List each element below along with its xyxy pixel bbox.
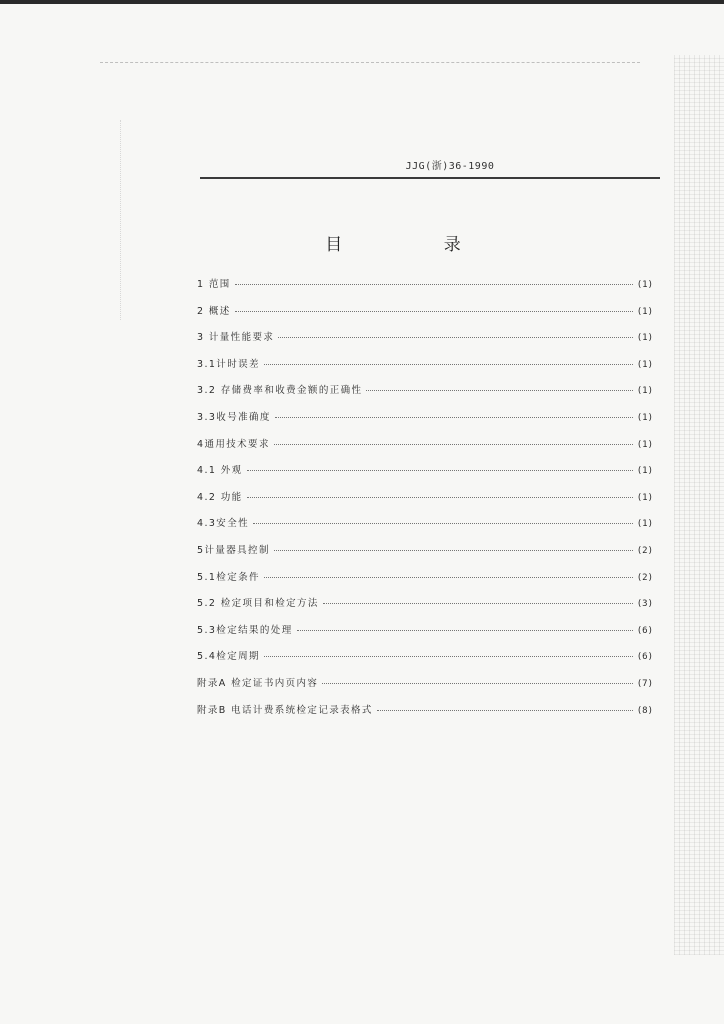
toc-entry <box>197 542 653 569</box>
toc-entry-page: (2) <box>636 545 653 556</box>
toc-dot-leader <box>323 603 633 604</box>
toc-dot-leader <box>366 390 632 391</box>
scan-top-edge <box>0 0 724 4</box>
toc-entry-label: 5计量器具控制 <box>197 544 270 556</box>
toc-title: 目 录 <box>325 235 509 255</box>
toc-entry <box>197 648 653 675</box>
toc-entry-page: (1) <box>636 280 653 290</box>
toc-entry-page: (1) <box>636 519 653 530</box>
toc-entry <box>197 329 653 356</box>
toc-dot-leader <box>274 444 633 445</box>
toc-entry <box>197 675 653 702</box>
toc-entry <box>197 356 653 383</box>
scan-top-noise <box>100 50 640 63</box>
toc-entry <box>197 489 653 516</box>
toc-entry <box>197 622 653 649</box>
toc-entry-page: (1) <box>636 386 653 397</box>
toc-entry-label: 附录A 检定证书内页内容 <box>197 677 319 689</box>
toc-entry-label: 3.1计时误差 <box>197 358 260 370</box>
scan-right-edge-noise <box>674 55 724 955</box>
toc-dot-leader <box>253 523 633 524</box>
toc-entry-label: 3 计量性能要求 <box>197 332 275 344</box>
toc-entry-page: (1) <box>636 412 653 423</box>
toc-entry-label: 5.1检定条件 <box>197 571 260 583</box>
toc-entry-page: (6) <box>636 652 653 663</box>
toc-entry <box>197 462 653 489</box>
toc-dot-leader <box>247 497 633 498</box>
toc-entry-page: (1) <box>636 492 653 503</box>
toc-entry-label: 附录B 电话计费系统检定记录表格式 <box>197 704 373 716</box>
toc-list <box>197 276 653 728</box>
toc-entry-page: (1) <box>636 306 653 317</box>
toc-entry-label: 4.2 功能 <box>197 491 243 503</box>
toc-dot-leader <box>275 417 633 418</box>
toc-entry <box>197 436 653 463</box>
scan-left-marks <box>120 120 151 320</box>
document-header <box>200 154 660 173</box>
toc-entry-page: (1) <box>636 359 653 370</box>
toc-entry-page: (7) <box>636 678 653 689</box>
toc-entry <box>197 515 653 542</box>
toc-entry-page: (2) <box>636 572 653 583</box>
toc-dot-leader <box>322 683 632 684</box>
toc-dot-leader <box>235 311 633 312</box>
toc-dot-leader <box>377 710 633 711</box>
toc-entry-label: 4.3安全性 <box>197 518 250 530</box>
toc-dot-leader <box>274 550 633 551</box>
toc-entry-page: (8) <box>636 705 653 716</box>
toc-entry <box>197 276 653 303</box>
toc-entry-label: 4通用技术要求 <box>197 438 270 450</box>
toc-dot-leader <box>264 656 633 657</box>
toc-entry-label: 2 概述 <box>197 305 231 317</box>
toc-entry-page: (1) <box>636 466 653 477</box>
toc-entry-page: (1) <box>636 333 653 344</box>
toc-entry <box>197 382 653 409</box>
toc-entry-label: 5.2 检定项目和检定方法 <box>197 598 319 610</box>
toc-entry-label: 5.3检定结果的处理 <box>197 624 293 636</box>
toc-entry-label: 5.4检定周期 <box>197 651 260 663</box>
toc-dot-leader <box>297 630 633 631</box>
header-rule <box>200 177 660 179</box>
toc-dot-leader <box>278 337 632 338</box>
toc-entry <box>197 409 653 436</box>
toc-entry-page: (1) <box>636 439 653 450</box>
toc-entry-label: 4.1 外观 <box>197 465 243 477</box>
toc-entry <box>197 303 653 330</box>
toc-entry <box>197 595 653 622</box>
toc-entry <box>197 702 653 729</box>
toc-entry-label: 3.2 存储费率和收费金额的正确性 <box>197 385 363 397</box>
toc-entry-label: 1 范围 <box>197 279 231 290</box>
toc-dot-leader <box>247 470 633 471</box>
standard-code: JJG(浙)36-1990 <box>405 161 495 172</box>
toc-entry <box>197 569 653 596</box>
toc-dot-leader <box>235 284 633 285</box>
toc-entry-page: (3) <box>636 599 653 610</box>
toc-dot-leader <box>264 577 633 578</box>
toc-entry-label: 3.3收号准确度 <box>197 411 271 423</box>
toc-entry-page: (6) <box>636 625 653 636</box>
toc-dot-leader <box>264 364 633 365</box>
